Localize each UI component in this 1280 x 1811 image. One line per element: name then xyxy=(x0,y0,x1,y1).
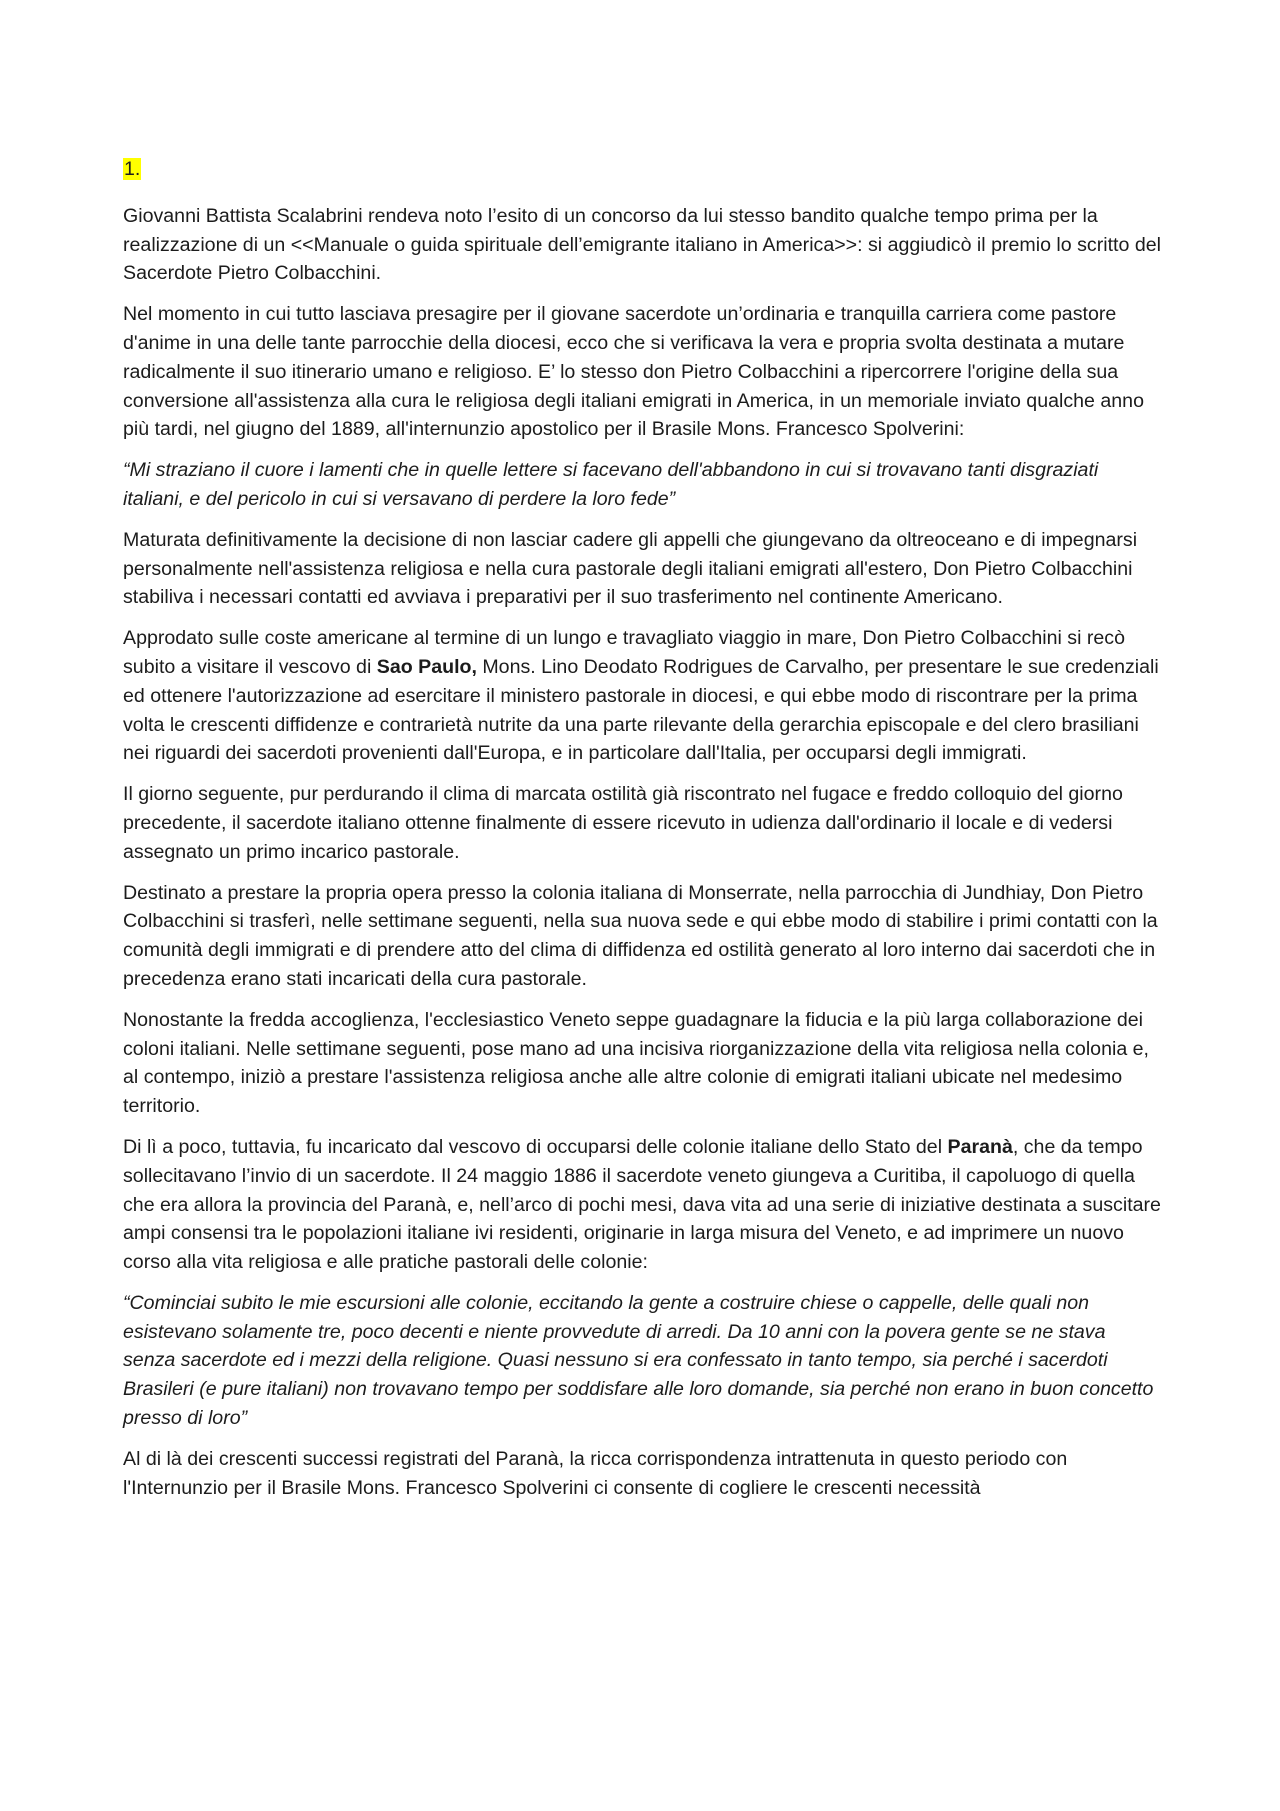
quote-2: “Cominciai subito le mie escursioni alle colonie, eccitando la gente a costruire chiese o cappelle, delle quali non esistevano solamente tre, poco decenti e niente provvedute di arredi. Da 10 anni con la povera gente se ne stava senza sacerdote ed i mezzi della religione. Quasi nessuno si era confessato in tanto tempo, sia perché i sacerdoti Brasileri (e pure italiani) non trovavano tempo per soddisfare alle loro domande, sia perché non erano in buon concetto presso di loro” xyxy=(123,1291,1154,1430)
paragraph-9: Al di là dei crescenti successi registrati del Paranà, la ricca corrispondenza intrattenuta in questo periodo con l'Internunzio per il Brasile Mons. Francesco Spolverini ci consente di cogliere le crescenti necessità xyxy=(123,1447,1068,1499)
paragraph-3: Maturata definitivamente la decisione di non lasciar cadere gli appelli che giungevano da oltreoceano e di impegnarsi personalmente nell'assistenza religiosa e nella cura pastorale degli italiani emigrati all'estero, Don Pietro Colbacchini stabiliva i necessari contatti ed avviava i preparativi per il suo trasferimento nel continente Americano. xyxy=(123,528,1138,609)
paragraph-8-text-a: Di lì a poco, tuttavia, fu incaricato dal vescovo di occuparsi delle colonie italiane dello Stato del xyxy=(123,1135,948,1158)
paragraph-6: Destinato a prestare la propria opera presso la colonia italiana di Monserrate, nella parrocchia di Jundhiay, Don Pietro Colbacchini si trasferì, nelle settimane seguenti, nella sua nuova sede e qui ebbe modo di stabilire i primi contatti con la comunità degli immigrati e di prendere atto del clima di diffidenza ed ostilità generato al loro interno dai sacerdoti che in precedenza erano stati incaricati della cura pastorale. xyxy=(123,881,1158,990)
paragraph-5: Il giorno seguente, pur perdurando il clima di marcata ostilità già riscontrato nel fugace e freddo colloquio del giorno precedente, il sacerdote italiano ottenne finalmente di essere ricevuto in udienza dall'ordinario il locale e di vedersi assegnato un primo incarico pastorale. xyxy=(123,783,1123,863)
document-page xyxy=(123,155,1163,1514)
paragraph-4 xyxy=(123,624,1163,768)
paragraph-1: Giovanni Battista Scalabrini rendeva noto l’esito di un concorso da lui stesso bandito qualche tempo prima per la realizzazione di un <<Manuale o guida spirituale dell’emigrante italiano in America>>: si aggiudicò il premio lo scritto del Sacerdote Pietro Colbacchini. xyxy=(123,204,1161,285)
paragraph-8 xyxy=(123,1133,1163,1277)
paragraph-4-text-a: Approdato sulle coste americane al termine di un lungo e travagliato viaggio in mare, Don Pietro Colbacchini si recò subito a visitare il vescovo di xyxy=(123,627,1125,678)
quote-1: “Mi straziano il cuore i lamenti che in quelle lettere si facevano dell'abbandono in cui si trovavano tanti disgraziati italiani, e del pericolo in cui si versavano di perdere la loro fede” xyxy=(123,459,1099,510)
section-number: 1. xyxy=(124,158,141,180)
paragraph-8-text-b: , che da tempo sollecitavano l’invio di un sacerdote. Il 24 maggio 1886 il sacerdote veneto giungeva a Curitiba, il capoluogo di quella che era allora la provincia del Paranà, e, nell’arco di pochi mesi, dava vita ad una serie di iniziative destinata a suscitare ampi consensi tra le popolazioni italiane ivi residenti, originarie in larga misura del Veneto, e ad imprimere un nuovo corso alla vita religiosa e alle pratiche pastorali delle colonie: xyxy=(123,1135,1161,1274)
section-heading xyxy=(123,155,1163,184)
paragraph-2: Nel momento in cui tutto lasciava presagire per il giovane sacerdote un’ordinaria e tranquilla carriera come pastore d'anime in una delle tante parrocchie della diocesi, ecco che si verificava la vera e propria svolta destinata a mutare radicalmente il suo itinerario umano e religioso. E’ lo stesso don Pietro Colbacchini a ripercorrere l'origine della sua conversione all'assistenza alla cura le religiosa degli italiani emigrati in America, in un memoriale inviato qualche anno più tardi, nel giugno del 1889, all'internunzio apostolico per il Brasile Mons. Francesco Spolverini: xyxy=(123,303,1144,441)
paragraph-4-text-b: Mons. Lino Deodato Rodrigues de Carvalho, per presentare le sue credenziali ed ottenere l'autorizzazione ad esercitare il ministero pastorale in diocesi, e qui ebbe modo di riscontrare per la prima volta le crescenti diffidenze e contrarietà nutrite da una parte rilevante della gerarchia episcopale e del clero brasiliani nei riguardi dei sacerdoti provenienti dall'Europa, e in particolare dall'Italia, per occuparsi degli immigrati. xyxy=(123,655,1159,765)
paragraph-4-bold: Sao Paulo, xyxy=(376,655,477,678)
paragraph-8-bold: Paranà xyxy=(947,1135,1013,1158)
paragraph-7: Nonostante la fredda accoglienza, l'ecclesiastico Veneto seppe guadagnare la fiducia e la più larga collaborazione dei coloni italiani. Nelle settimane seguenti, pose mano ad una incisiva riorganizzazione della vita religiosa nella colonia e, al contempo, iniziò a prestare l'assistenza religiosa anche alle altre colonie di emigrati italiani ubicate nel medesimo territorio. xyxy=(123,1008,1150,1118)
